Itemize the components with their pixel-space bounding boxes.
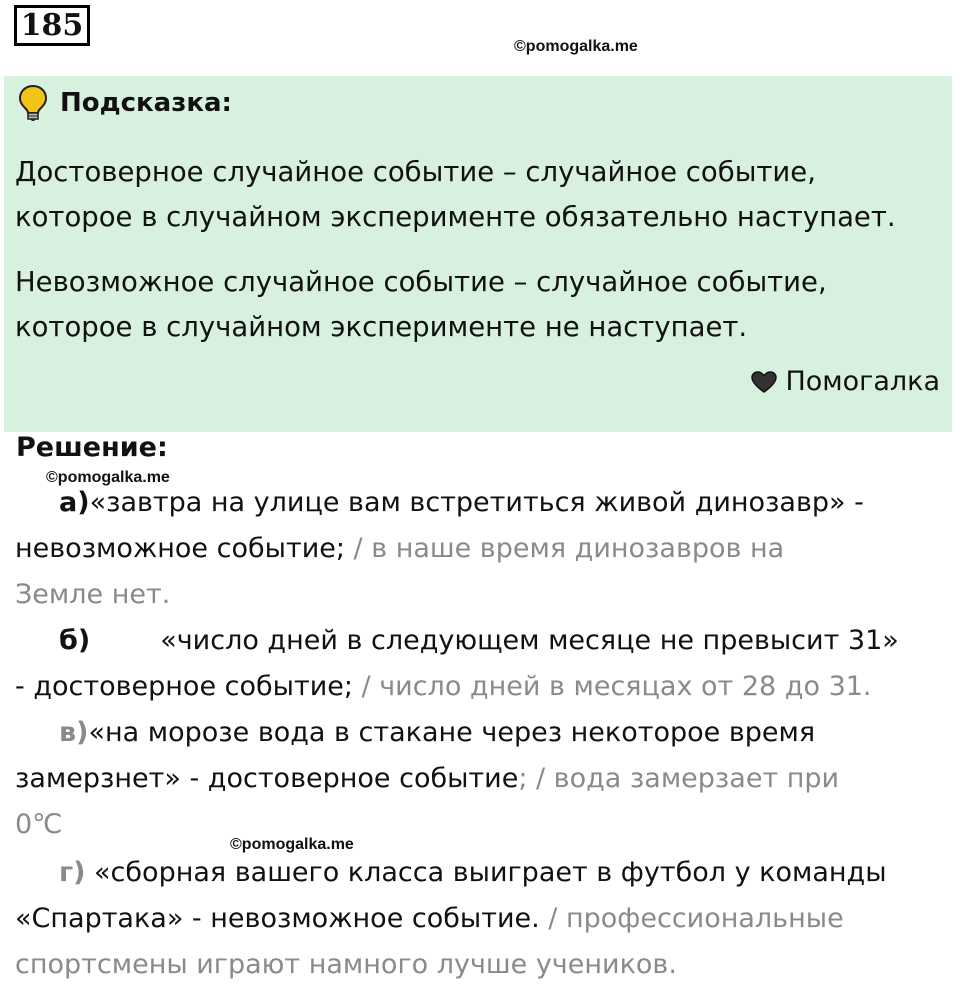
- hint-p1-line1: Достоверное случайное событие – случайное событие,: [15, 156, 816, 188]
- answer-g: [15, 850, 950, 988]
- answer-g-note-line3: спортсмены играют намного лучше учеников.: [15, 949, 677, 980]
- lightbulb-icon: [18, 84, 48, 122]
- hint-title: Подсказка:: [60, 88, 232, 118]
- answer-a-line1: «завтра на улице вам встретиться живой динозавр» -: [89, 487, 864, 518]
- answer-g-line2: «Спартака» - невозможное событие.: [15, 903, 540, 934]
- signature: [751, 366, 940, 397]
- answer-a-line2: невозможное событие;: [15, 533, 345, 564]
- answer-b-note: / число дней в месяцах от 28 до 31.: [352, 671, 872, 702]
- answer-b-line2: - достоверное событие;: [15, 671, 353, 702]
- hint-p1-line2: которое в случайном эксперименте обязательно наступает.: [15, 201, 896, 233]
- answer-b: [15, 618, 950, 710]
- task-number: 185: [14, 5, 90, 46]
- watermark: ©pomogalka.me: [46, 469, 170, 486]
- watermark: ©pomogalka.me: [230, 836, 354, 853]
- answer-v-line2: замерзнет» - достоверное событие: [15, 763, 519, 794]
- hint-paragraph-2: [15, 260, 940, 350]
- answer-a-note-line3: Земле нет.: [15, 579, 171, 610]
- answer-v-note-line3: 0℃: [15, 809, 63, 840]
- answer-b-label: б): [59, 625, 91, 656]
- answer-v-note: ; / вода замерзает при: [518, 763, 840, 794]
- answer-v-line1: «на морозе вода в стакане через некоторое время: [88, 717, 816, 748]
- answer-a-note: / в наше время динозавров на: [344, 533, 785, 564]
- answer-v-label: в): [59, 717, 89, 748]
- solution-title: Решение:: [16, 432, 168, 463]
- hint-paragraph-1: [15, 150, 940, 240]
- hint-p2-line1: Невозможное случайное событие – случайное событие,: [15, 266, 827, 298]
- answer-g-note: / профессиональные: [539, 903, 844, 934]
- heart-icon: [751, 371, 777, 393]
- watermark: ©pomogalka.me: [514, 38, 638, 55]
- answer-a: [15, 480, 950, 618]
- answer-v: [15, 710, 950, 848]
- hint-box: [4, 76, 952, 432]
- answer-g-label: г): [59, 857, 86, 888]
- signature-text: Помогалка: [785, 366, 940, 397]
- hint-header: [18, 84, 232, 122]
- answer-a-label: а): [59, 487, 90, 518]
- hint-p2-line2: которое в случайном эксперименте не наступает.: [15, 311, 748, 343]
- answer-g-line1: «сборная вашего класса выиграет в футбол у команды: [85, 857, 887, 888]
- answer-b-line1: «число дней в следующем месяце не превысит 31»: [160, 625, 899, 656]
